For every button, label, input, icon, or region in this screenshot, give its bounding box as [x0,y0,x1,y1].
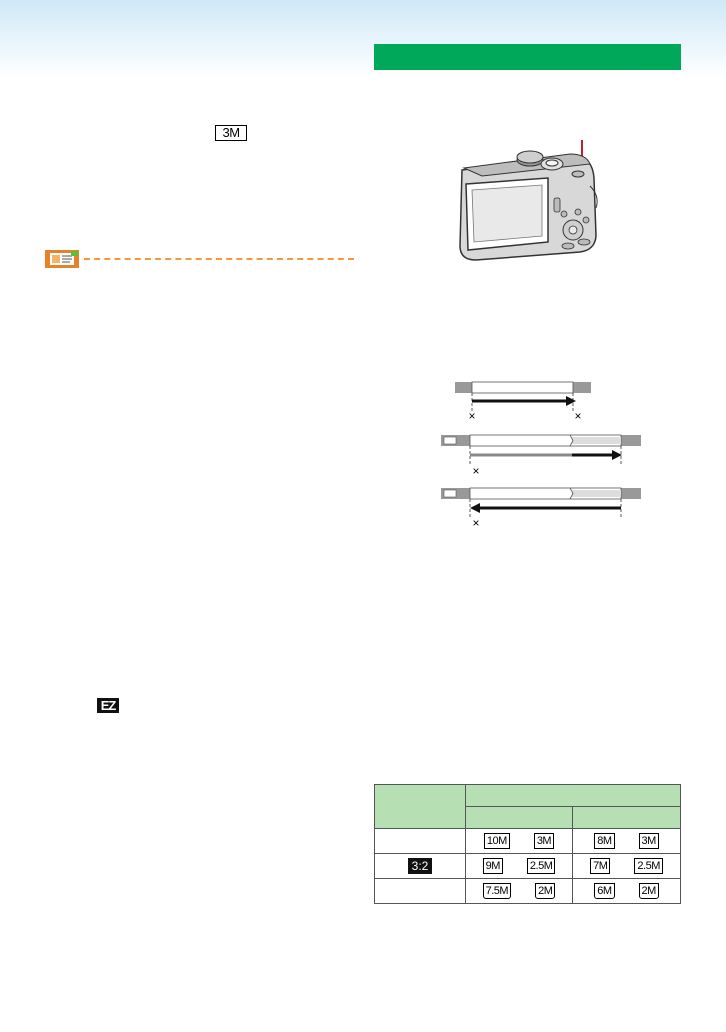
table-row [375,829,681,854]
zoom-diagram-2 [441,435,641,478]
zoom-diagram-1 [455,382,591,423]
table-row [375,879,681,904]
ratio-cell [375,879,466,904]
camera-illustration [452,138,602,266]
table-header-cell [375,785,466,829]
resolution-table [374,784,681,904]
zoom-marker: × [468,409,476,423]
table-subheader-cell [466,807,573,829]
zoom-marker: × [574,409,582,423]
note-divider [84,258,354,260]
size-cell: 6M 2M [573,879,681,904]
table-row [375,854,681,879]
note-icon [45,250,79,268]
ratio-3-2-badge: 3:2 [408,858,433,874]
section-header-bar [374,44,681,70]
zoom-diagram-3 [441,488,641,530]
table-subheader-cell [573,807,681,829]
size-cell: 7.5M 2M [466,879,573,904]
zoom-range-diagram [436,378,646,533]
size-cell: 9M 2.5M [466,854,573,879]
ratio-cell [375,829,466,854]
ez-badge: EZ [97,698,119,713]
size-cell: 8M 3M [573,829,681,854]
size-3m-badge: 3M [215,125,247,141]
zoom-marker: × [472,516,480,530]
ratio-cell [375,854,466,879]
table-header-cell [466,785,681,807]
size-cell: 7M 2.5M [573,854,681,879]
size-cell: 10M 3M [466,829,573,854]
zoom-marker: × [472,464,480,478]
